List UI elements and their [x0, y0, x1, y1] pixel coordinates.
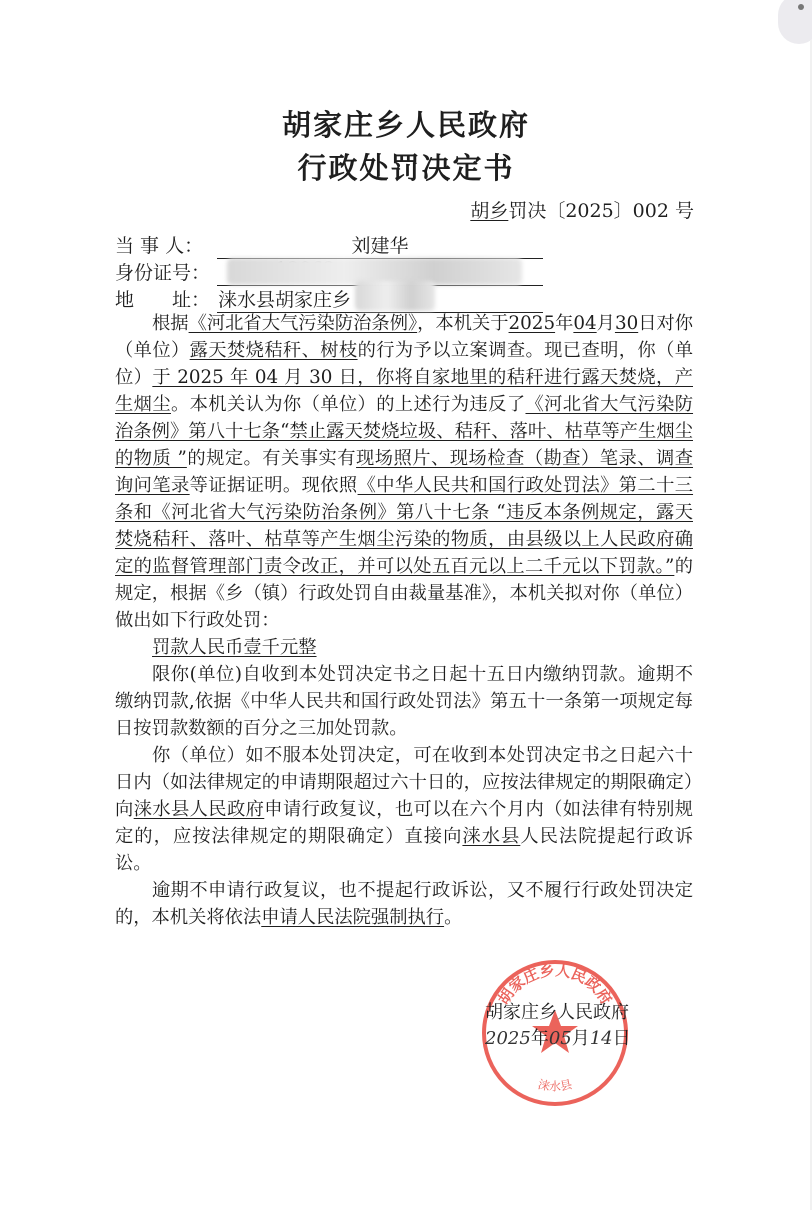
text: ，本机关于 [417, 313, 509, 334]
doc-title-line1: 胡家庄乡人民政府 [281, 108, 530, 142]
party-address-field [115, 285, 352, 313]
text: 的规定，根据《乡（镇）行政处罚自由裁量基准》，本机关拟对你（单位）做出如下行政处罚： [115, 556, 693, 631]
doc-number [470, 196, 694, 223]
text: 年 [555, 313, 574, 334]
paragraph-facts [115, 310, 693, 634]
penalty-line [115, 634, 693, 661]
decision-body [115, 310, 693, 931]
date-month: 05 [548, 1028, 572, 1049]
party-id-label: 身份证号： [115, 262, 211, 284]
issuing-organization: 胡家庄乡人民政府 [485, 1002, 629, 1023]
text: 人民法院提起行政诉讼。 [115, 826, 694, 874]
text: 。 [444, 907, 463, 928]
text: 月 [596, 313, 615, 334]
review-authority: 涞水县人民政府 [133, 799, 265, 820]
court-county: 涞水县 [462, 826, 521, 847]
doc-number-rest: 罚决〔2025〕002 号 [508, 200, 694, 222]
doc-title-line2: 行政处罚决定书 [297, 151, 515, 185]
paragraph-payment: 限你(单位)自收到本处罚决定书之日起十五日内缴纳罚款。逾期不缴纳罚款,依据《中华人民共和国行政处罚法》第五十一条第一项规定每日按罚款数额的百分之三加处罚款。 [115, 664, 693, 739]
party-name-value: 刘建华 [351, 235, 409, 257]
party-name-field [115, 231, 409, 259]
seal-top-text: 胡家庄乡人民政府 [494, 961, 616, 1008]
violated-rule: 《河北省大气污染防治条例》第八十七条“禁止露天焚烧垃圾、秸秆、落叶、枯草等产生烟尘的物质 ” [115, 394, 694, 469]
evidence: 现场照片、现场检查（勘查）笔录、调查询问笔录 [115, 448, 694, 496]
text: 的规定。有关事实有 [186, 448, 357, 469]
text: 。本机关认为你（单位）的上述行为违反了 [170, 394, 526, 415]
case-day: 30 [614, 313, 639, 334]
regulation-name: 《河北省大气污染防治条例》 [188, 313, 418, 334]
case-month: 04 [573, 313, 597, 334]
text: 逾期不申请行政复议，也不提起行政诉讼，又不履行行政处罚决定的，本机关将依法 [115, 880, 693, 928]
paragraph-appeal [115, 742, 693, 877]
date-year: 2025 [485, 1028, 531, 1049]
legal-basis: 《中华人民共和国行政处罚法》第二十三条和《河北省大气污染防治条例》第八十七条 “违反本条例规定，露天焚烧秸秆、落叶、枯草等产生烟尘污染的物质，由县级以上人民政府确定的监督管理部门责令改正，并可以处五百元以上二千元以下罚款。” [115, 475, 694, 577]
party-address-label: 地 址： [115, 289, 211, 311]
facts: 于 2025 年 04 月 30 日，你将自家地里的秸秆进行露天焚烧，产生烟尘 [115, 367, 693, 415]
issue-date [485, 1024, 631, 1050]
enforcement-action: 申请人民法院强制执行 [261, 907, 445, 928]
text: 根据 [152, 313, 189, 334]
text: 你（单位）如不服本处罚决定，可在收到本处罚决定书之日起六十日内（如法律规定的申请期限超过六十日的，应按法律规定的期限确定）向 [115, 745, 693, 820]
violation-act: 露天焚烧秸秆、树枝 [189, 340, 358, 361]
redaction-blur [355, 281, 435, 311]
top-bar [0, 0, 812, 36]
date-unit: 年 [530, 1028, 549, 1049]
text: 申请行政复议，也可以在六个月内（如法律有特别规定的，应按法律规定的期限确定）直接向 [115, 799, 694, 847]
party-id-field [115, 258, 215, 286]
text: 等证据证明。现依照 [189, 475, 358, 496]
corner-button[interactable] [778, 0, 812, 44]
date-unit: 月 [571, 1028, 590, 1049]
date-day: 14 [589, 1028, 613, 1049]
dot-icon [798, 4, 804, 10]
party-name-label: 当 事 人： [115, 235, 204, 257]
case-year: 2025 [508, 313, 556, 334]
text: 的行为予以立案调查。现已查明，你（单位） [115, 340, 694, 388]
seal-bottom-text: 涞水县 [536, 1077, 574, 1094]
date-unit: 日 [612, 1028, 631, 1049]
text: 日对你（单位） [115, 313, 694, 361]
paragraph-enforcement [115, 877, 693, 931]
party-address-value: 涞水县胡家庄乡 [218, 289, 352, 311]
doc-number-prefix: 胡乡 [470, 200, 509, 222]
penalty-amount: 罚款人民币壹千元整 [152, 637, 317, 658]
